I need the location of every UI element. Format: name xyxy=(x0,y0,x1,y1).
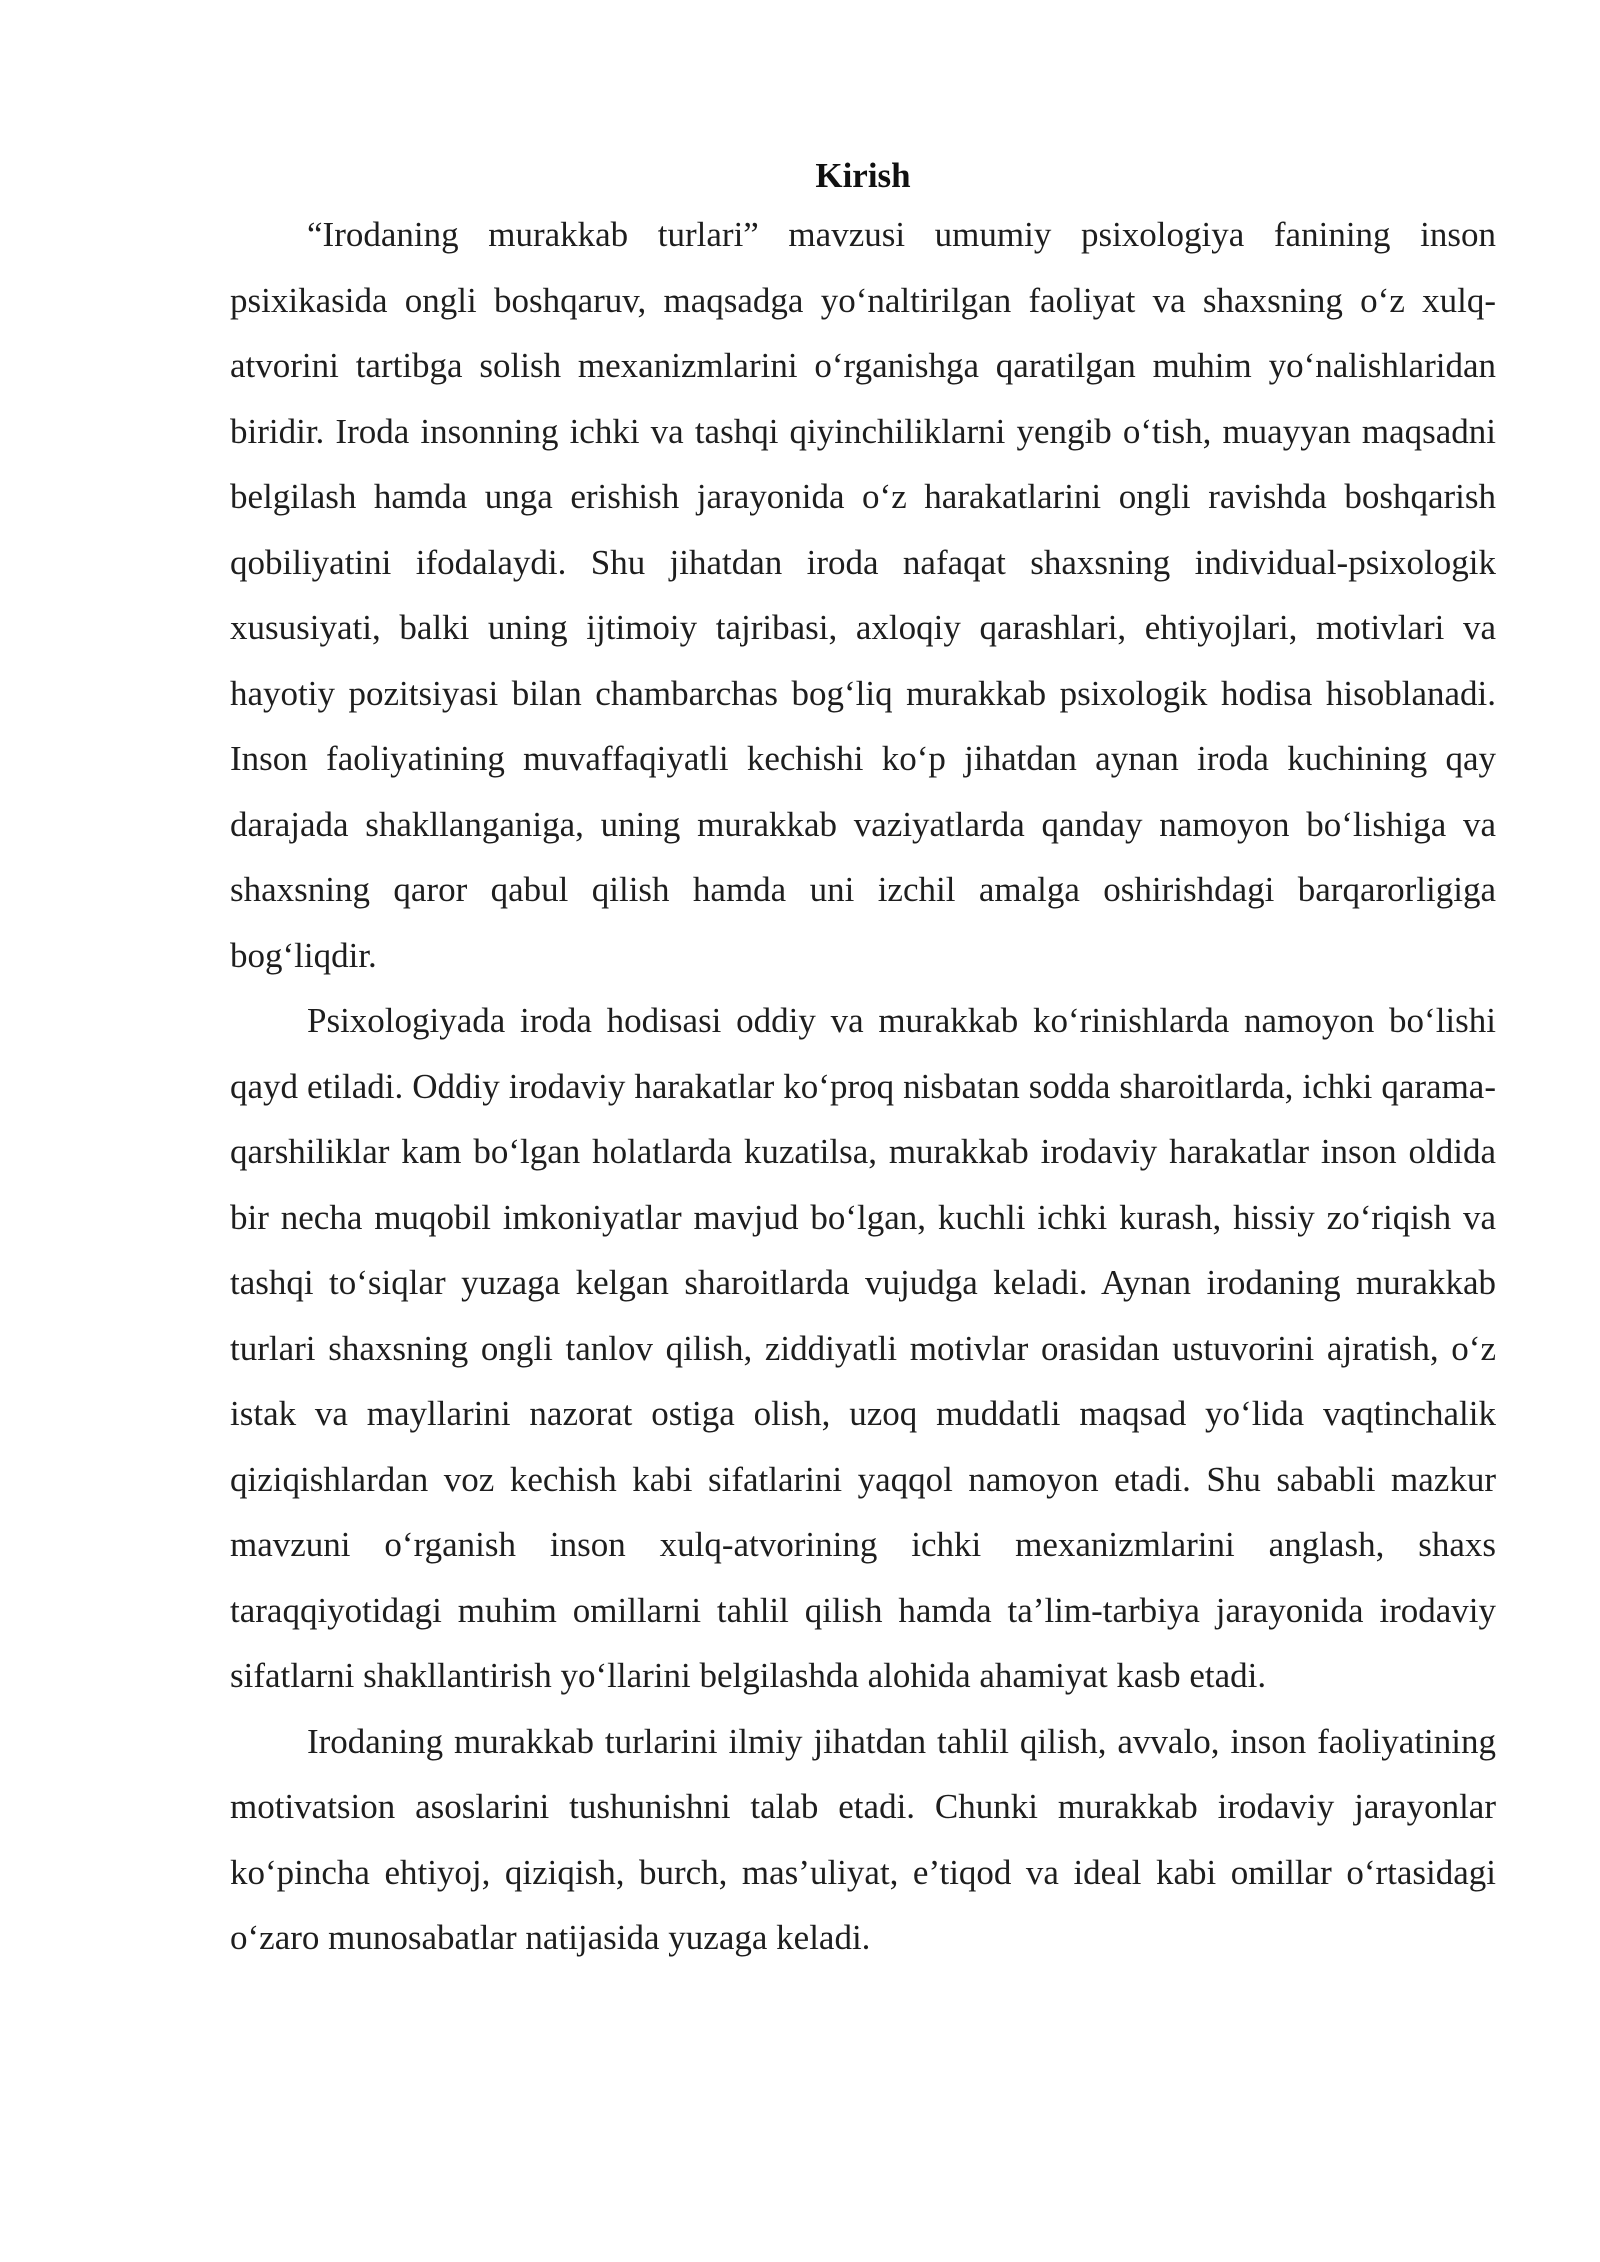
paragraph-1: “Irodaning murakkab turlari” mavzusi umumiy psixologiya fanining inson psixikasida ongli boshqaruv, maqsadga yo‘naltirilgan faoliyat va shaxsning o‘z xulq-atvorini tartibga solish mexanizmlarini o‘rganishga qaratilgan muhim yo‘nalishlaridan biridir. Iroda insonning ichki va tashqi qiyinchiliklarni yengib o‘tish, muayyan maqsadni belgilash hamda unga erishish jarayonida o‘z harakatlarini ongli ravishda boshqarish qobiliyatini ifodalaydi. Shu jihatdan iroda nafaqat shaxsning individual-psixologik xususiyati, balki uning ijtimoiy tajribasi, axloqiy qarashlari, ehtiyojlari, motivlari va hayotiy pozitsiyasi bilan chambarchas bog‘liq murakkab psixologik hodisa hisoblanadi. Inson faoliyatining muvaffaqiyatli kechishi ko‘p jihatdan aynan iroda kuchining qay darajada shakllanganiga, uning murakkab vaziyatlarda qanday namoyon bo‘lishiga va shaxsning qaror qabul qilish hamda uni izchil amalga oshirishdagi barqarorligiga bog‘liqdir. xyxy=(230,215,1496,975)
paragraph-2: Psixologiyada iroda hodisasi oddiy va murakkab ko‘rinishlarda namoyon bo‘lishi qayd etiladi. Oddiy irodaviy harakatlar ko‘proq nisbatan sodda sharoitlarda, ichki qarama-qarshiliklar kam bo‘lgan holatlarda kuzatilsa, murakkab irodaviy harakatlar inson oldida bir necha muqobil imkoniyatlar mavjud bo‘lgan, kuchli ichki kurash, hissiy zo‘riqish va tashqi to‘siqlar yuzaga kelgan sharoitlarda vujudga keladi. Aynan irodaning murakkab turlari shaxsning ongli tanlov qilish, ziddiyatli motivlar orasidan ustuvorini ajratish, o‘z istak va mayllarini nazorat ostiga olish, uzoq muddatli maqsad yo‘lida vaqtinchalik qiziqishlardan voz kechish kabi sifatlarini yaqqol namoyon etadi. Shu sababli mazkur mavzuni o‘rganish inson xulq-atvorining ichki mexanizmlarini anglash, shaxs taraqqiyotidagi muhim omillarni tahlil qilish hamda ta’lim-tarbiya jarayonida irodaviy sifatlarni shakllantirish yo‘llarini belgilashda alohida ahamiyat kasb etadi. xyxy=(230,1001,1496,1695)
paragraph-3: Irodaning murakkab turlarini ilmiy jihatdan tahlil qilish, avvalo, inson faoliyatining motivatsion asoslarini tushunishni talab etadi. Chunki murakkab irodaviy jarayonlar ko‘pincha ehtiyoj, qiziqish, burch, mas’uliyat, e’tiqod va ideal kabi omillar o‘rtasidagi o‘zaro munosabatlar natijasida yuzaga keladi. xyxy=(230,1721,1496,1957)
section-title: Kirish xyxy=(815,156,911,195)
document-body xyxy=(230,150,1496,1971)
